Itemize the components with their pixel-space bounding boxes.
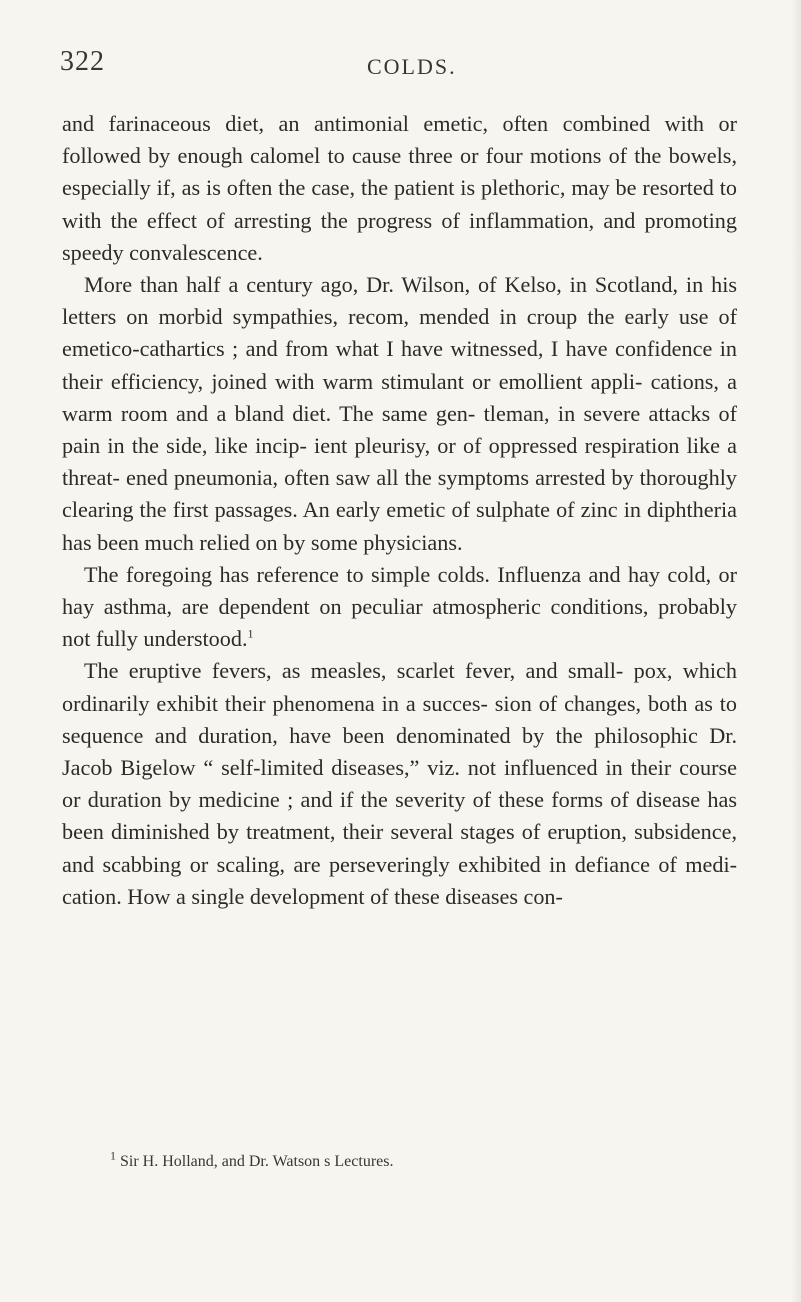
paragraph-4: The eruptive fevers, as measles, scarlet fever, and small- pox, which ordinarily exhibit their phenomena in a succes- sion of changes, both as to sequence and duration, have been denominated by the philosophic Dr. Jacob Bigelow “ self-limited diseases,” viz. not influenced in their course or duration by medicine ; and if the severity of these forms of disease has been diminished by treatment, their several stages of eruption, subsidence, and scabbing or scaling, are perseveringly exhibited in defiance of medi- cation. How a single development of these diseases con- (62, 658, 737, 909)
page-header (60, 46, 761, 86)
paragraph-3-text: The foregoing has reference to simple colds. Influenza and hay cold, or hay asthma, are dependent on peculiar atmospheric conditions, probably not fully understood. (62, 561, 737, 652)
paragraph-3 (62, 559, 737, 656)
footnote-reference: 1 (247, 626, 254, 641)
running-head: COLDS. (367, 54, 457, 79)
page-edge-shadow (791, 0, 801, 1302)
footnote (110, 1148, 710, 1172)
footnote-marker: 1 (110, 1148, 116, 1163)
page-number: 322 (60, 46, 105, 77)
paragraph-2: More than half a century ago, Dr. Wilson, of Kelso, in Scotland, in his letters on morbid sympathies, recom, mended in croup the early use of emetico-cathartics ; and from what I have witnessed, I have confidence in their efficiency, joined with warm stimulant or emollient appli- cations, a warm room and a bland diet. The same gen- tleman, in severe attacks of pain in the side, like incip- ient pleurisy, or of oppressed respiration like a threat- ened pneumonia, often saw all the symptoms arrested by thoroughly clearing the first passages. An early emetic of sulphate of zinc in diphtheria has been much relied on by some physicians. (62, 272, 737, 555)
footnote-text: Sir H. Holland, and Dr. Watson s Lectures. (120, 1153, 394, 1170)
paragraph-1: and farinaceous diet, an antimonial emetic, often combined with or followed by enough calomel to cause three or four motions of the bowels, especially if, as is often the case, the patient is plethoric, may be resorted to with the effect of arresting the progress of inflammation, and promoting speedy convalescence. (62, 111, 737, 265)
body-text (62, 108, 737, 913)
